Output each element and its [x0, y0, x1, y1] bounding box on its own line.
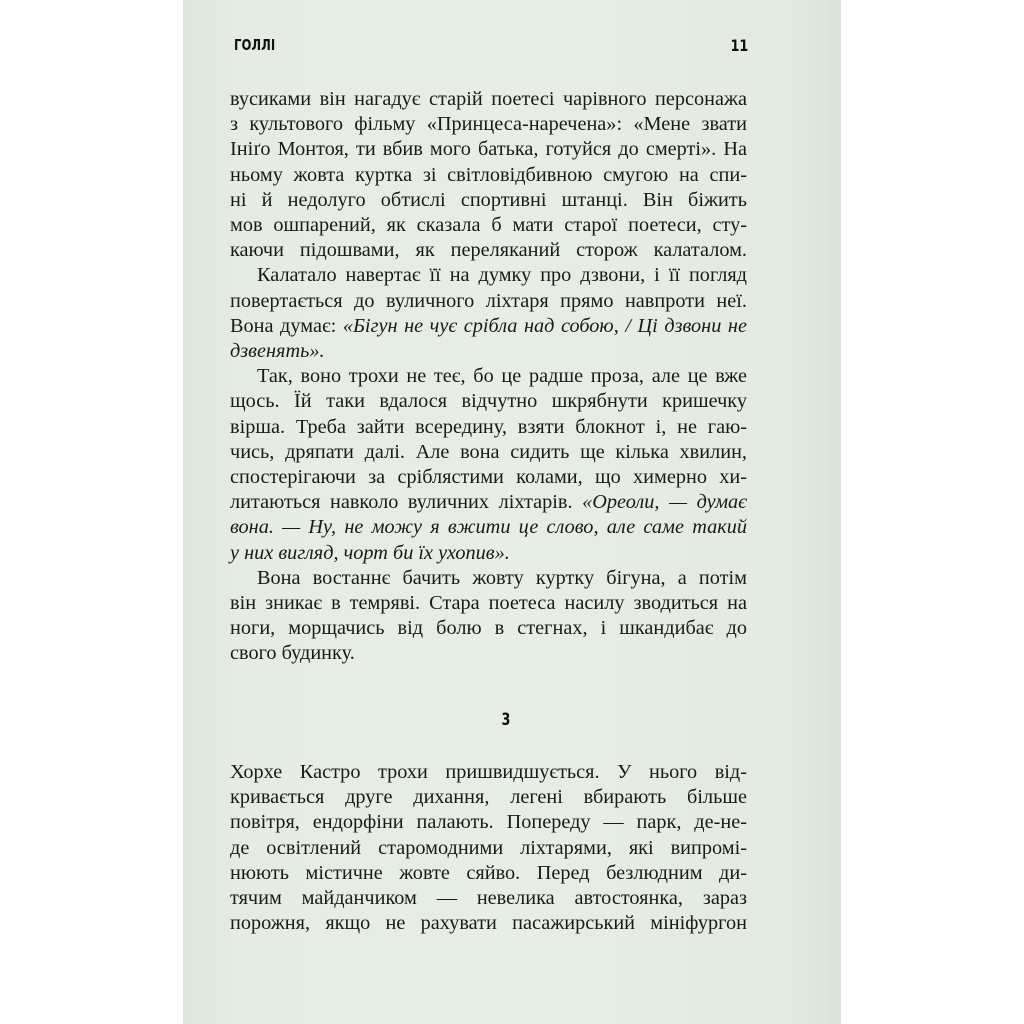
- text-line: з культового фільму «Принцеса-наречена»: «Мене звати: [230, 113, 747, 136]
- section-2-text: [230, 760, 747, 936]
- text-line: чись, дряпати далі. Але вона сидить ще кілька хвилин,: [230, 440, 747, 463]
- text-line: тячим майданчиком — невелика автостоянка, зараз: [230, 887, 747, 910]
- book-page: [183, 0, 841, 1024]
- text-line: нюють містичне жовте сяйво. Перед безлюдним ди-: [230, 861, 747, 884]
- text-line: Хорхе Кастро трохи пришвидшується. У нього від-: [230, 761, 747, 783]
- text-line: Вона востаннє бачить жовту куртку бігуна, а потім: [257, 566, 747, 589]
- text-line: порожня, якщо не рахувати пасажирський мініфургон: [230, 912, 747, 935]
- text-line: [230, 515, 747, 540]
- text-line: вусиками він нагадує старій поетесі чарівного персонажа: [230, 88, 747, 110]
- text-line: свого будинку.: [230, 642, 355, 665]
- text-line: він зникає в темряві. Стара поетеса насилу зводиться на: [230, 592, 747, 615]
- text-line: де освітлений старомодними ліхтарями, які випромі-: [230, 836, 747, 859]
- section-1-text: [230, 87, 747, 667]
- section-number-label: 3: [501, 710, 511, 730]
- running-head-title: ГОЛЛІ: [234, 36, 276, 54]
- text-line: спостерігаючи за сріблястими колами, що химерно хи-: [230, 466, 747, 489]
- text-line: повертається до вуличного ліхтаря прямо навпроти неї.: [230, 289, 747, 312]
- paragraph-2: [230, 263, 747, 364]
- text-line: [230, 314, 747, 339]
- text-line: вірша. Треба зайти всередину, взяти блокнот і, не гаю-: [230, 415, 747, 438]
- thought-quote: вона. — Ну, не можу я вжити це слово, але саме такий: [230, 516, 747, 539]
- text-line: повітря, ендорфіни палають. Попереду — парк, де-не-: [230, 811, 747, 834]
- page-number: 11: [730, 36, 748, 55]
- text-line: Ініґо Монтоя, ти вбив мого батька, готуйся до смерті». На: [230, 138, 747, 161]
- text-line: щось. Їй таки вдалося відчутно шкрябнути кришечку: [230, 390, 747, 413]
- text-line: ноги, морщачись від болю в стегнах, і шкандибає до: [230, 617, 747, 640]
- text-line: [230, 541, 747, 566]
- thought-quote: «Ореоли, — думає: [582, 491, 747, 514]
- text-line: мов ошпарений, як сказала б мати старої поетеси, сту-: [230, 214, 747, 237]
- text-line: ні й недолуго обтислі спортивні штанці. Він біжить: [230, 188, 747, 211]
- poem-quote: «Бігун не чує срібла над собою, / Ці дзвони не: [342, 314, 747, 337]
- text-line: Так, воно трохи не теє, бо це радше проза, але це вже: [257, 365, 747, 388]
- text-line: ньому жовта куртка зі світловідбивною смугою на спи-: [230, 163, 747, 186]
- paragraph-4: [230, 566, 747, 667]
- text-line: кривається друге дихання, легені вбирають більше: [230, 786, 747, 809]
- text-line: [230, 339, 747, 364]
- poem-quote: дзвенять».: [230, 340, 325, 363]
- paragraph-3: [230, 364, 747, 566]
- text-fragment: Вона думає:: [230, 314, 343, 337]
- text-line: [230, 490, 747, 515]
- text-line: Калатало навертає її на думку про дзвони, і її погляд: [257, 264, 747, 287]
- text-line: каючи підошвами, як переляканий сторож калаталом.: [230, 239, 747, 262]
- section-number: [183, 710, 841, 730]
- thought-quote: у них вигляд, чорт би їх ухопив».: [230, 541, 510, 564]
- paragraph-1: [230, 87, 747, 263]
- text-fragment: литаються навколо вуличних ліхтарів.: [230, 491, 583, 514]
